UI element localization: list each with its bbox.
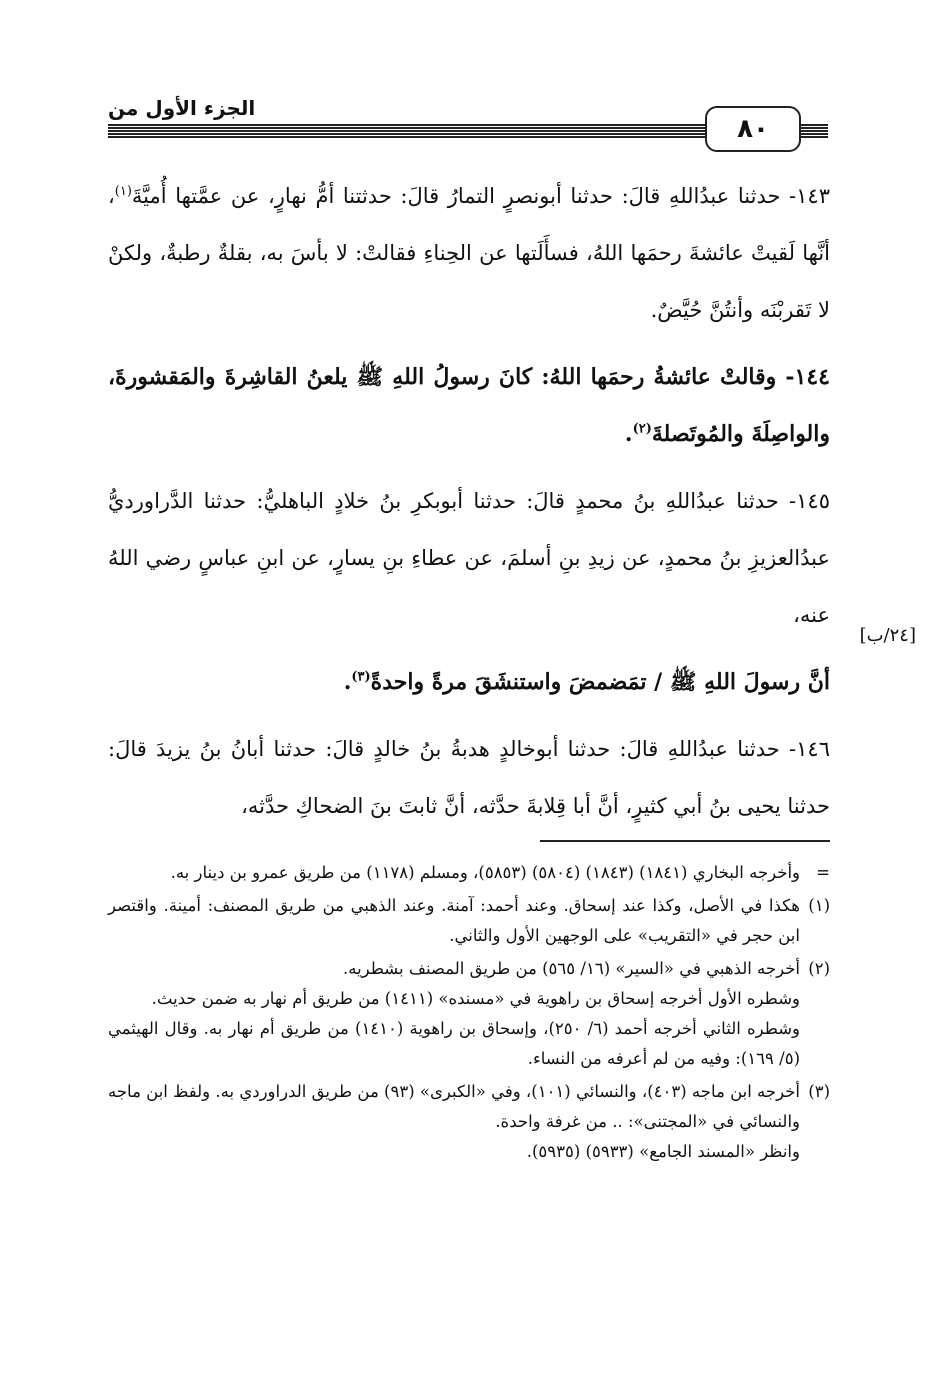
footnote-line: وشطره الأول أخرجه إسحاق بن راهوية في «مسنده» (١٤١١) من طريق أم نهار به ضمن حديث. xyxy=(151,989,800,1008)
footnote-3 xyxy=(108,1077,830,1167)
footnote-1 xyxy=(108,891,830,951)
footnotes xyxy=(108,858,830,1170)
manuscript-folio-ref: [٢٤/ب] xyxy=(859,625,916,646)
page-number: ٨٠ xyxy=(705,106,801,152)
footnote-line: أخرجه الذهبي في «السير» (١٦/ ٥٦٥) من طريق المصنف بشطريه. xyxy=(342,959,800,978)
main-text xyxy=(108,168,830,845)
page-header xyxy=(108,96,828,156)
hadith-143: ١٤٣- حدثنا عبدُاللهِ قالَ: حدثنا أبونصرٍ التمارُ قالَ: حدثتنا أمُّ نهارٍ، عن عمَّتها أُميَّةَ$^{(١)}$، أنَّها لَقيتْ عائشةَ رحمَها اللهُ، فسأَلَتها عن الحِناءِ فقالتْ: لا بأسَ به، بقلةٌ رطبةٌ، ولكنْ لا تَقربْنَه وأنتُنَّ حُيَّضٌ. xyxy=(108,184,830,322)
hadith-145-isnad: ١٤٥- حدثنا عبدُاللهِ بنُ محمدٍ قالَ: حدثنا أبوبكرِ بنُ خلادٍ الباهليُّ: حدثنا الدَّراورديُّ عبدُالعزيزِ بنُ محمدٍ، عن زيدِ بنِ أسلمَ، عن عطاءِ بنِ يسارٍ، عن ابنِ عباسٍ رضي اللهُ عنه، xyxy=(108,489,830,627)
footnote-line: وأخرجه البخاري (١٨٤١) (١٨٤٣) (٥٨٠٤) (٥٨٥٣)، ومسلم (١١٧٨) من طريق عمرو بن دينار به. xyxy=(170,863,800,882)
hadith-146: ١٤٦- حدثنا عبدُاللهِ قالَ: حدثنا أبوخالدٍ هدبةُ بنُ خالدٍ قالَ: حدثنا أبانُ بنُ يزيدَ قالَ: حدثنا يحيى بنُ أبي كثيرٍ، أنَّ أبا قِلابةَ حدَّثه، أنَّ ثابتَ بنَ الضحاكِ حدَّثه، xyxy=(108,737,830,818)
footnote-ref-1: (١) xyxy=(114,184,132,199)
footnote-separator xyxy=(540,840,830,842)
running-title: الجزء الأول من xyxy=(108,96,256,120)
footnote-ref-2: (٢) xyxy=(632,421,652,437)
footnote-2 xyxy=(108,954,830,1074)
footnote-line: وانظر «المسند الجامع» (٥٩٣٣) (٥٩٣٥). xyxy=(526,1142,800,1161)
hadith-144: ١٤٤- وقالتْ عائشةُ رحمَها اللهُ: كانَ رسولُ اللهِ ﷺ يلعنُ القاشِرةَ والمَقشورةَ، والواصِلَةَ والمُوتَصلةَ$^{(٢)}$. xyxy=(108,364,830,447)
hadith-145-matn: أنَّ رسولَ اللهِ ﷺ / تمَضمضَ واستنشَقَ مرةً واحدةً$^{(٣)}$. xyxy=(343,669,830,695)
footnote-line: هكذا في الأصل، وكذا عند إسحاق. وعند أحمد: آمنة. وعند الذهبي من طريق المصنف: أمينة. واقتصر ابن حجر في «التقريب» على الوجهين الأول والثاني. xyxy=(108,896,800,945)
footnote-mark: (٢) xyxy=(808,959,830,978)
footnote-continued xyxy=(108,858,830,888)
footnote-mark: (٣) xyxy=(808,1082,830,1101)
footnote-mark: (١) xyxy=(808,896,830,915)
footnote-mark: = xyxy=(816,863,830,882)
footnote-line: وشطره الثاني أخرجه أحمد (٦/ ٢٥٠)، وإسحاق بن راهوية (١٤١٠) من طريق أم نهار به. وقال الهيثمي (٥/ ١٦٩): وفيه من لم أعرفه من النساء. xyxy=(108,1019,801,1068)
footnote-line: أخرجه ابن ماجه (٤٠٣)، والنسائي (١٠١)، وفي «الكبرى» (٩٣) من طريق الدراوردي به. ولفظ ابن ماجه والنسائي في «المجتنى»: .. من غرفة واحدة. xyxy=(108,1082,800,1131)
footnote-ref-3: (٣) xyxy=(351,669,371,685)
